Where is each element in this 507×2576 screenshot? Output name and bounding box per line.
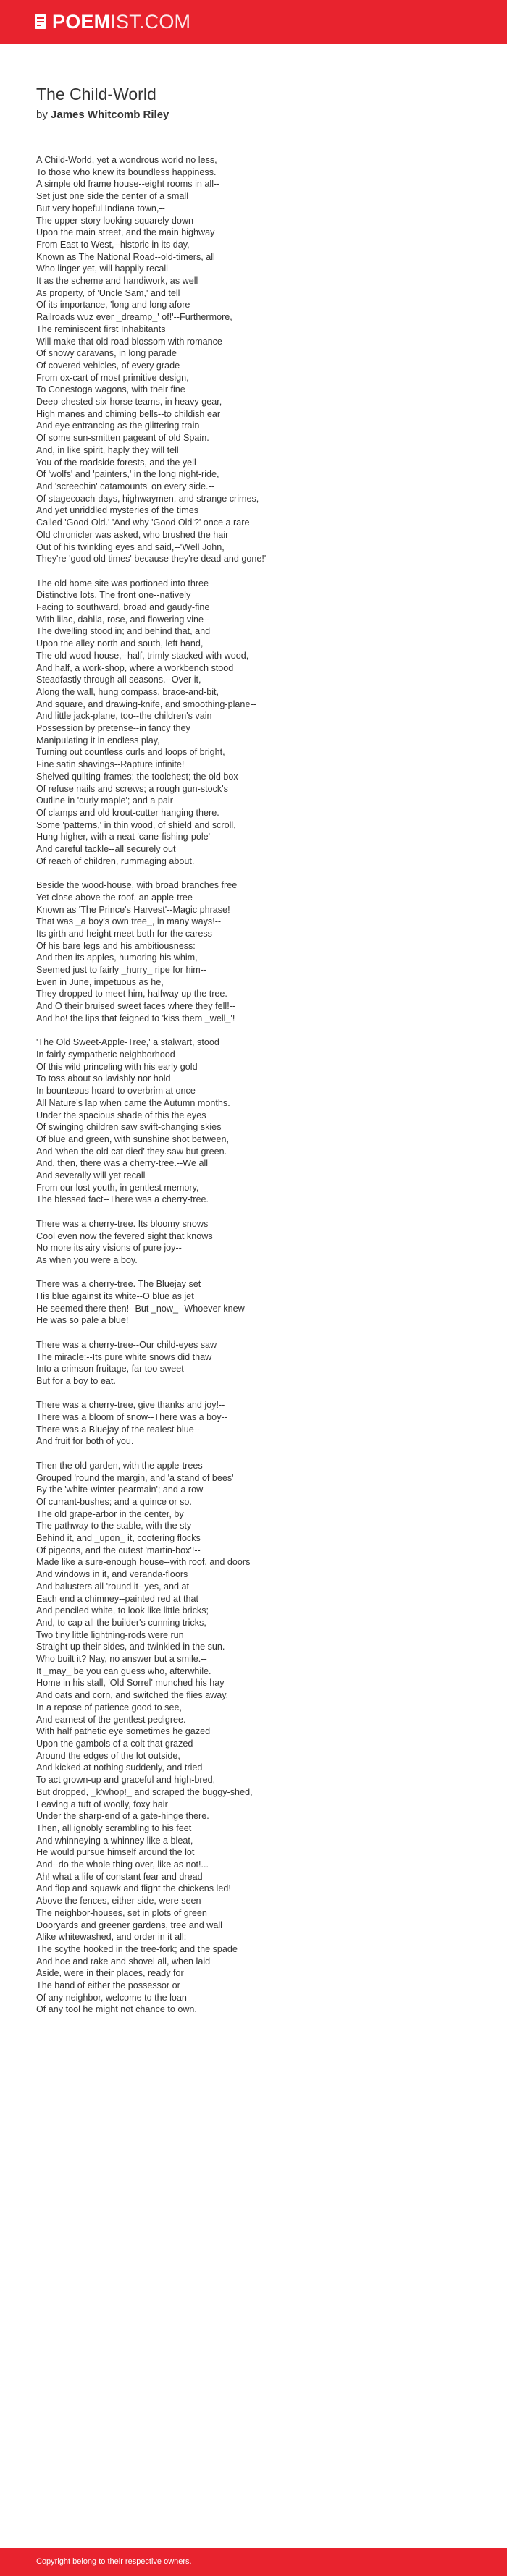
poem-line: They dropped to meet him, halfway up the tree.	[36, 989, 227, 1000]
stanza	[36, 1036, 478, 1206]
poem-line: Will make that old road blossom with romance	[36, 336, 222, 347]
poem-line: Of stagecoach-days, highwaymen, and strange crimes,	[36, 493, 259, 504]
stanza	[36, 1278, 478, 1327]
poem-line: And windows in it, and veranda-floors	[36, 1569, 188, 1580]
poem-line: There was a cherry-tree--Our child-eyes saw	[36, 1339, 217, 1350]
poem-line: Shelved quilting-frames; the toolchest; the old box	[36, 771, 238, 782]
poem-line: In bounteous hoard to overbrim at once	[36, 1086, 196, 1097]
poem-line: The reminiscent first Inhabitants	[36, 324, 166, 334]
poem-line: The old grape-arbor in the center, by	[36, 1508, 184, 1519]
poem-line: High manes and chiming bells--to childish ear	[36, 408, 221, 419]
poem-line: Of clamps and old krout-cutter hanging there.	[36, 807, 219, 818]
poem-line: But dropped, _k'whop!_ and scraped the buggy-shed,	[36, 1786, 253, 1797]
poem-line: Railroads wuz ever _dreamp_' of!'--Furthermore,	[36, 312, 232, 323]
poem-line: Then the old garden, with the apple-trees	[36, 1460, 203, 1471]
poem-line: He was so pale a blue!	[36, 1315, 129, 1326]
stanza	[36, 154, 478, 565]
poem-line: Even in June, impetuous as he,	[36, 976, 164, 987]
poem-line: There was a cherry-tree. Its bloomy snows	[36, 1218, 209, 1229]
poem-line: Of 'wolfs' and 'painters,' in the long night-ride,	[36, 469, 219, 480]
poem-line: It _may_ be you can guess who, afterwhile.	[36, 1665, 211, 1676]
poem-line: Of blue and green, with sunshine shot between,	[36, 1133, 230, 1144]
poem-line: To Conestoga wagons, with their fine	[36, 384, 185, 395]
poem-line: Then, all ignobly scrambling to his feet	[36, 1823, 192, 1833]
poem-line: And little jack-plane, too--the children's vain	[36, 711, 212, 722]
poem-line: Home in his stall, 'Old Sorrel' munched his hay	[36, 1678, 225, 1689]
site-header	[0, 0, 507, 44]
poem-line: And eye entrancing as the glittering train	[36, 421, 200, 431]
poem-line: Cool even now the fevered sight that knows	[36, 1230, 213, 1241]
logo-text-light: IST.COM	[110, 10, 191, 33]
poem-line: Made like a sure-enough house--with roof, and doors	[36, 1557, 251, 1568]
poem-line: Of its importance, 'long and long afore	[36, 300, 190, 311]
poem-line: A Child-World, yet a wondrous world no less,	[36, 155, 217, 165]
site-logo[interactable]	[35, 9, 190, 35]
poem-line: Under the spacious shade of this the eyes	[36, 1110, 206, 1120]
poem-line: But very hopeful Indiana town,--	[36, 203, 165, 214]
poem-line: Yet close above the roof, an apple-tree	[36, 892, 193, 903]
poem-line: Of this wild princeling with his early gold	[36, 1061, 198, 1072]
poem-body	[36, 154, 478, 2028]
poem-line: Of any neighbor, welcome to the loan	[36, 1992, 187, 2003]
poem-line: Distinctive lots. The front one--natively	[36, 590, 191, 601]
poem-line: And kicked at nothing suddenly, and tried	[36, 1762, 203, 1773]
poem-line: Out of his twinkling eyes and said,--'Well John,	[36, 541, 225, 552]
poem-line: To those who knew its boundless happiness.	[36, 166, 217, 177]
poem-line: With lilac, dahlia, rose, and flowering vine--	[36, 614, 210, 625]
stanza	[36, 578, 478, 868]
poem-line: The hand of either the possessor or	[36, 1980, 180, 1991]
poem-line: 'The Old Sweet-Apple-Tree,' a stalwart, stood	[36, 1037, 219, 1048]
poem-line: It as the scheme and handiwork, as well	[36, 276, 198, 287]
poem-line: Of his bare legs and his ambitiousness:	[36, 940, 196, 951]
byline	[36, 109, 169, 121]
poem-line: Alike whitewashed, and order in it all:	[36, 1932, 187, 1943]
poem-line: Grouped 'round the margin, and 'a stand of bees'	[36, 1472, 234, 1483]
poem-line: To toss about so lavishly nor hold	[36, 1073, 171, 1084]
poem-line: Along the wall, hung compass, brace-and-bit,	[36, 686, 219, 697]
poem-line: You of the roadside forests, and the yell	[36, 457, 196, 468]
poem-line: Old chronicler was asked, who brushed the hair	[36, 529, 229, 540]
poem-line: And then its apples, humoring his whim,	[36, 953, 198, 963]
poem-line: From our lost youth, in gentlest memory,	[36, 1182, 199, 1193]
poem-line: No more its airy visions of pure joy--	[36, 1243, 182, 1254]
poem-line: Facing to southward, broad and gaudy-fine	[36, 602, 210, 612]
poem-line: Behind it, and _upon_ it, cootering flocks	[36, 1533, 201, 1544]
poem-line: Upon the main street, and the main highway	[36, 227, 215, 238]
poem-line: His blue against its white--O blue as jet	[36, 1291, 194, 1302]
poem-line: And flop and squawk and flight the chickens led!	[36, 1883, 231, 1894]
poem-line: He would pursue himself around the lot	[36, 1847, 195, 1858]
poem-line: Called 'Good Old.' 'And why 'Good Old'?' once a rare	[36, 518, 250, 528]
poem-line: Of refuse nails and screws; a rough gun-stock's	[36, 783, 228, 794]
stanza	[36, 1339, 478, 1388]
poem-line: And earnest of the gentlest pedigree.	[36, 1714, 186, 1725]
poem-line: And half, a work-shop, where a workbench stood	[36, 662, 234, 673]
poem-line: There was a bloom of snow--There was a boy--	[36, 1412, 227, 1423]
poem-line: As property, of 'Uncle Sam,' and tell	[36, 287, 180, 298]
poem-line: Leaving a tuft of woolly, foxy hair	[36, 1799, 168, 1809]
poem-line: Known as 'The Prince's Harvest'--Magic phrase!	[36, 904, 230, 915]
poem-line: Around the edges of the lot outside,	[36, 1750, 180, 1761]
poem-line: Who linger yet, will happily recall	[36, 263, 168, 274]
poem-line: Of pigeons, and the cutest 'martin-box'!--	[36, 1545, 201, 1555]
poem-line: And yet unriddled mysteries of the times	[36, 505, 198, 516]
poem-line: Hung higher, with a neat 'cane-fishing-pole'	[36, 832, 211, 843]
poem-line: The scythe hooked in the tree-fork; and the spade	[36, 1943, 238, 1954]
poem-line: And balusters all 'round it--yes, and at	[36, 1581, 190, 1592]
poem-line: And oats and corn, and switched the flies away,	[36, 1690, 229, 1701]
poem-line: And O their bruised sweet faces where they fell!--	[36, 1001, 236, 1012]
poem-line: As when you were a boy.	[36, 1254, 138, 1265]
poem-line: Set just one side the center of a small	[36, 191, 189, 202]
stanza	[36, 1399, 478, 1448]
poem-line: Upon the gambols of a colt that grazed	[36, 1738, 193, 1749]
byline-prefix: by	[36, 109, 48, 121]
poem-line: And, to cap all the builder's cunning tricks,	[36, 1617, 206, 1628]
poem-line: The pathway to the stable, with the sty	[36, 1521, 192, 1532]
poem-line: There was a cherry-tree, give thanks and joy!--	[36, 1400, 225, 1411]
poem-line: The dwelling stood in; and behind that, and	[36, 626, 211, 637]
poem-line: Ah! what a life of constant fear and dread	[36, 1871, 203, 1882]
poem-line: Of currant-bushes; and a quince or so.	[36, 1496, 192, 1507]
poem-line: And 'screechin' catamounts' on every side.--	[36, 481, 214, 491]
poem-line: Of swinging children saw swift-changing skies	[36, 1122, 222, 1133]
poem-line: The miracle:--Its pure white snows did thaw	[36, 1351, 212, 1362]
poem-line: Of covered vehicles, of every grade	[36, 360, 180, 371]
poem-line: And whinneying a whinney like a bleat,	[36, 1835, 193, 1846]
poem-line: Seemed just to fairly _hurry_ ripe for him--	[36, 965, 207, 976]
poem-title: The Child-World	[36, 85, 156, 104]
poem-line: Who built it? Nay, no answer but a smile.--	[36, 1654, 207, 1665]
poem-line: Possession by pretense--in fancy they	[36, 723, 190, 734]
poem-line: Upon the alley north and south, left hand,	[36, 638, 204, 649]
poem-line: The old home site was portioned into three	[36, 578, 209, 588]
poem-line: Each end a chimney--painted red at that	[36, 1593, 199, 1604]
poem-line: Known as The National Road--old-timers, all	[36, 251, 215, 262]
poem-line: Manipulating it in endless play,	[36, 735, 160, 746]
poem-line: A simple old frame house--eight rooms in all--	[36, 179, 220, 190]
poem-line: And 'when the old cat died' they saw but green.	[36, 1146, 227, 1157]
stanza	[36, 1460, 478, 2016]
poem-line: And penciled white, to look like little bricks;	[36, 1605, 209, 1616]
poem-line: Of any tool he might not chance to own.	[36, 2004, 197, 2015]
poem-line: Straight up their sides, and twinkled in the sun.	[36, 1642, 225, 1652]
poem-line: And hoe and rake and shovel all, when laid	[36, 1956, 211, 1967]
poem-line: And--do the whole thing over, like as not!...	[36, 1859, 209, 1870]
poem-line: The blessed fact--There was a cherry-tree.	[36, 1194, 209, 1205]
stanza	[36, 1218, 478, 1267]
poem-line: Above the fences, either side, were seen	[36, 1896, 201, 1906]
poem-line: And, then, there was a cherry-tree.--We all	[36, 1158, 209, 1169]
poem-line: The neighbor-houses, set in plots of green	[36, 1907, 207, 1918]
poem-line: They're 'good old times' because they're dead and gone!'	[36, 554, 267, 565]
poem-line: Two tiny little lightning-rods were run	[36, 1629, 184, 1640]
poem-line: The old wood-house,--half, trimly stacked with wood,	[36, 650, 249, 661]
poem-line: And ho! the lips that feigned to 'kiss them _well_'!	[36, 1013, 235, 1023]
poem-line: Turning out countless curls and loops of bright,	[36, 747, 225, 758]
poem-line: To act grown-up and graceful and high-bred,	[36, 1775, 216, 1786]
poem-line: Outline in 'curly maple'; and a pair	[36, 795, 173, 806]
site-footer	[0, 2548, 507, 2576]
poem-line: And fruit for both of you.	[36, 1436, 134, 1447]
poem-line: With half pathetic eye sometimes he gazed	[36, 1726, 211, 1737]
poem-line: Steadfastly through all seasons.--Over it,	[36, 675, 201, 685]
poem-line: In a repose of patience good to see,	[36, 1702, 182, 1713]
poem-line: From East to West,--historic in its day,	[36, 239, 190, 250]
author-link[interactable]: James Whitcomb Riley	[51, 109, 169, 121]
poem-line: Into a crimson fruitage, far too sweet	[36, 1364, 184, 1374]
poem-line: Its girth and height meet both for the caress	[36, 928, 212, 939]
poem-line: From ox-cart of most primitive design,	[36, 372, 189, 383]
poem-line: All Nature's lap when came the Autumn months.	[36, 1097, 230, 1108]
poem-line: And severally will yet recall	[36, 1170, 146, 1181]
poem-line: Under the sharp-end of a gate-hinge there.	[36, 1811, 209, 1822]
poem-line: Of reach of children, rummaging about.	[36, 856, 195, 866]
poem-line: He seemed there then!--But _now_--Whoever knew	[36, 1303, 245, 1314]
logo-mark-icon	[35, 14, 46, 29]
poem-line: And square, and drawing-knife, and smoothing-plane--	[36, 698, 256, 709]
copyright-text: Copyright belong to their respective owners.	[36, 2557, 192, 2566]
poem-line: And careful tackle--all securely out	[36, 844, 176, 855]
poem-line: And, in like spirit, haply they will tell	[36, 444, 179, 455]
poem-line: Beside the wood-house, with broad branches free	[36, 880, 238, 891]
poem-line: Aside, were in their places, ready for	[36, 1968, 184, 1979]
poem-line: Dooryards and greener gardens, tree and wall	[36, 1920, 222, 1930]
stanza	[36, 879, 478, 1024]
poem-line: Some 'patterns,' in thin wood, of shield and scroll,	[36, 819, 236, 830]
poem-line: That was _a boy's own tree_, in many ways!--	[36, 916, 222, 927]
poem-line: In fairly sympathetic neighborhood	[36, 1049, 175, 1060]
poem-line: By the 'white-winter-pearmain'; and a row	[36, 1485, 204, 1495]
poem-line: But for a boy to eat.	[36, 1375, 116, 1386]
poem-line: There was a Bluejay of the realest blue--	[36, 1424, 201, 1435]
poem-line: Fine satin shavings--Rapture infinite!	[36, 759, 185, 770]
poem-line: Deep-chested six-horse teams, in heavy gear,	[36, 397, 222, 407]
poem-line: The upper-story looking squarely down	[36, 215, 194, 226]
poem-line: There was a cherry-tree. The Bluejay set	[36, 1279, 201, 1290]
poem-line: Of some sun-smitten pageant of old Spain.	[36, 433, 209, 444]
poem-line: Of snowy caravans, in long parade	[36, 348, 177, 359]
logo-text-bold: POEM	[52, 10, 111, 33]
